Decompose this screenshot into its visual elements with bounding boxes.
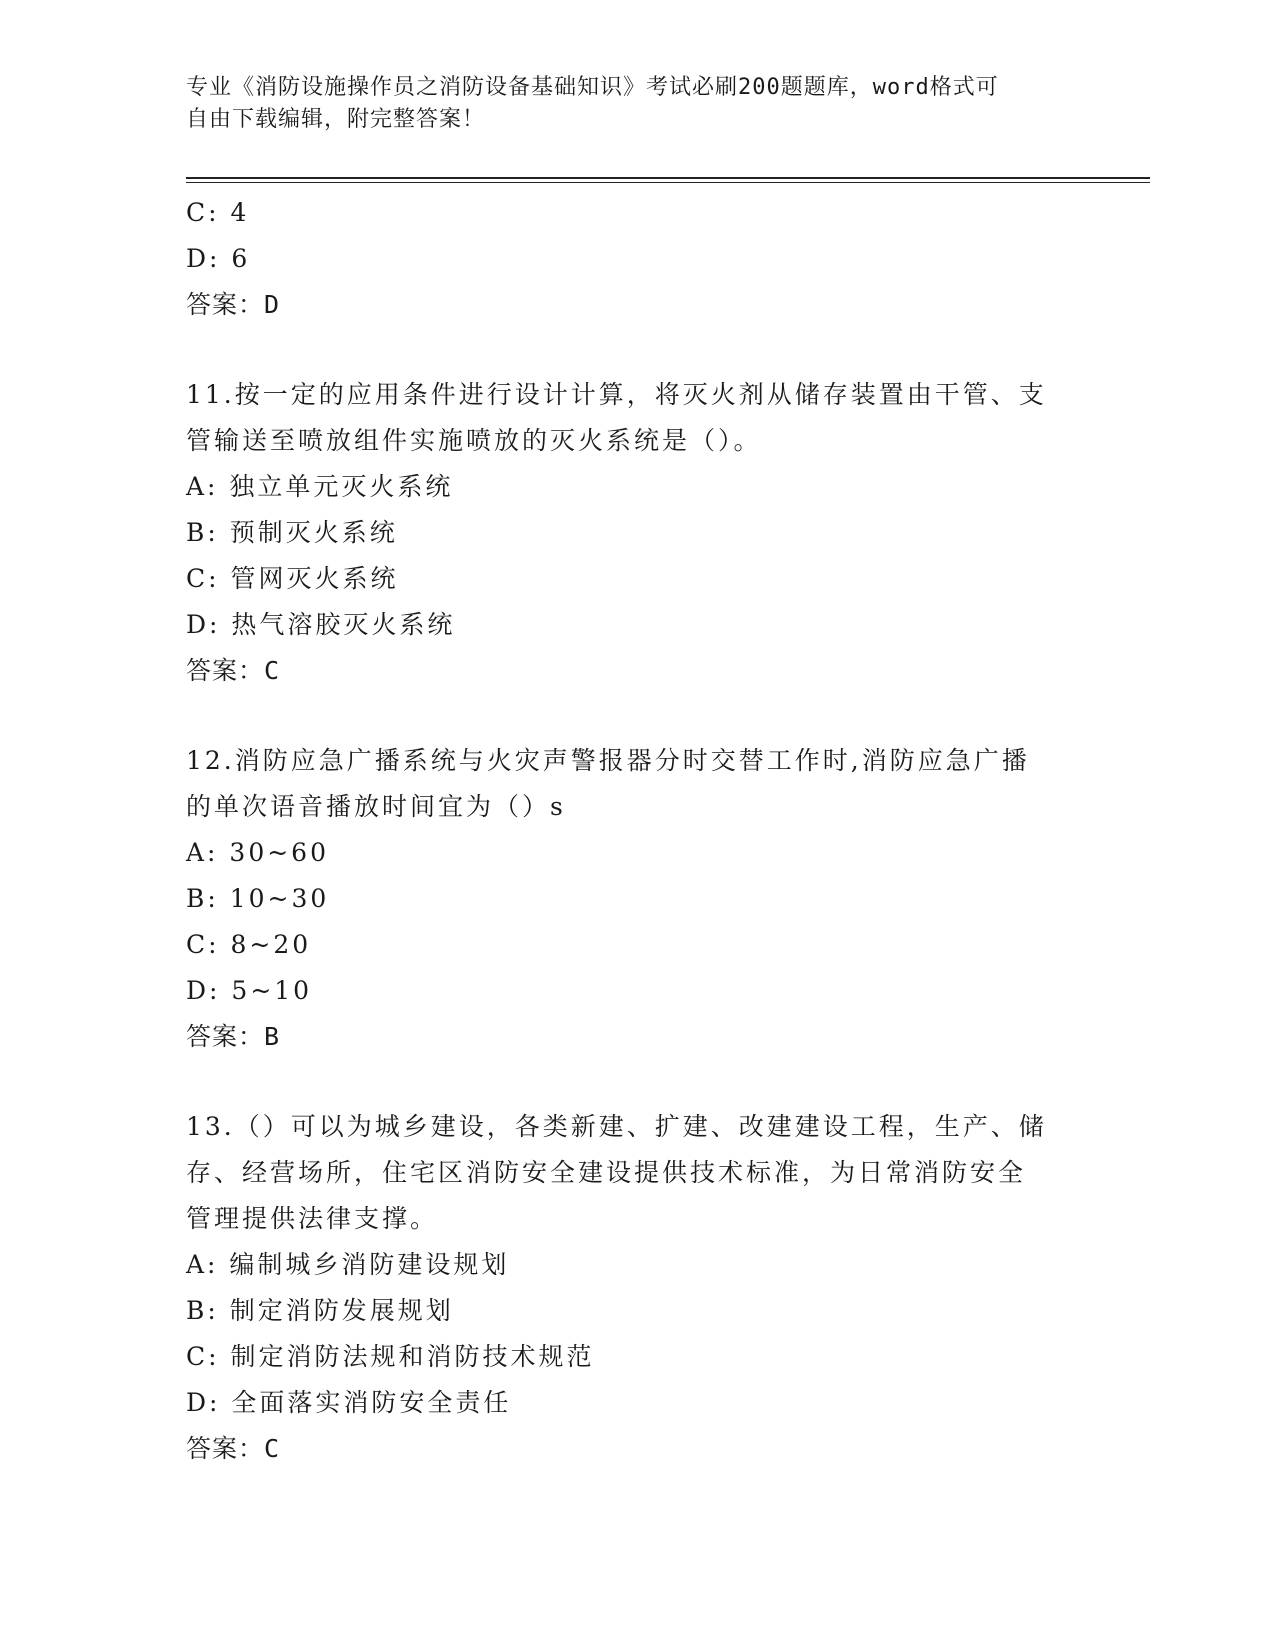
answer-line: 答案：D [186,290,281,319]
question-stem-line: 11.按一定的应用条件进行设计计算，将灭火剂从储存装置由干管、支 [186,380,1047,409]
answer-line: 答案：C [186,1434,281,1463]
question-stem-line: 13.（）可以为城乡建设，各类新建、扩建、改建建设工程，生产、储 [186,1112,1047,1141]
header-line-2: 自由下载编辑，附完整答案！ [186,107,486,132]
question-stem-line: 12.消防应急广播系统与火灾声警报器分时交替工作时,消防应急广播 [186,746,1030,775]
header-rule-thick [186,177,1150,179]
option-b: B: 10~30 [186,884,330,913]
header-line-1: 专业《消防设施操作员之消防设备基础知识》考试必刷200题题库，word格式可 [186,75,999,100]
option-c: C: 管网灭火系统 [186,564,399,593]
question-stem-line: 管理提供法律支撑。 [186,1204,439,1233]
option-c: C: 制定消防法规和消防技术规范 [186,1342,595,1371]
question-stem-line: 存、经营场所，住宅区消防安全建设提供技术标准，为日常消防安全 [186,1158,1027,1187]
option-a: A: 独立单元灭火系统 [186,472,454,501]
option-a: A: 编制城乡消防建设规划 [186,1250,510,1279]
document-header [186,72,1066,136]
answer-line: 答案：C [186,656,281,685]
option-d: D: 全面落实消防安全责任 [186,1388,512,1417]
option-d: D: 热气溶胶灭火系统 [186,610,456,639]
option-b: B: 制定消防发展规划 [186,1296,454,1325]
question-11 [186,372,1086,694]
question-stem-line: 管输送至喷放组件实施喷放的灭火系统是（）。 [186,426,762,455]
previous-question-tail [186,190,1086,328]
option-c: C: 4 [186,198,250,227]
option-b: B: 预制灭火系统 [186,518,398,547]
answer-line: 答案：B [186,1022,281,1051]
option-d: D: 6 [186,244,251,273]
option-a: A: 30~60 [186,838,329,867]
document-body [186,190,1086,1472]
question-12 [186,738,1086,1060]
spacer [186,328,1086,372]
spacer [186,694,1086,738]
option-d: D: 5~10 [186,976,313,1005]
spacer [186,1060,1086,1104]
header-rule-thin [186,182,1150,183]
question-stem-line: 的单次语音播放时间宜为（）s [186,792,566,821]
option-c: C: 8~20 [186,930,312,959]
question-13 [186,1104,1086,1472]
